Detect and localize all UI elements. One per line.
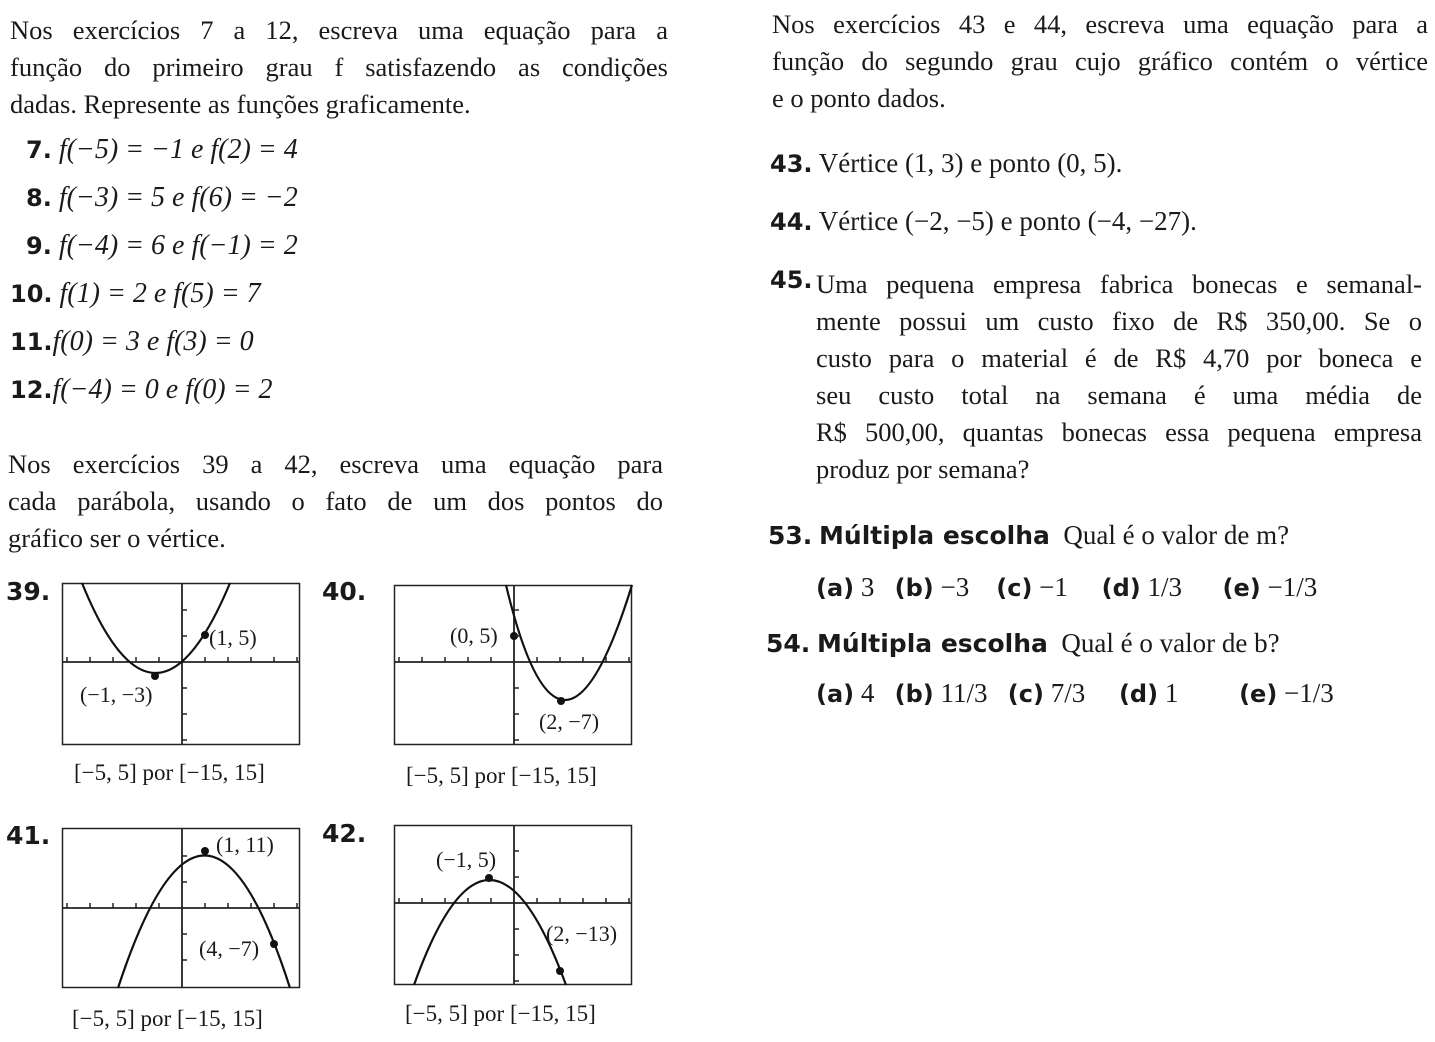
exercise-45-number: 45. [770,266,813,294]
intro-linear-functions [10,12,668,123]
problem-line: R$ 500,00, quantas bonecas essa pequena empresa [816,417,1422,447]
exercise-54: 54. Múltipla escolha Qual é o valor de b? [766,628,1280,658]
exercise-11: 11.f(0) = 3 e f(3) = 0 [10,326,254,357]
graph-41-caption: [−5, 5] por [−15, 15] [72,1006,263,1031]
intro-line: dadas. Represente as funções graficamente. [10,89,471,119]
exercise-9: 9. f(−4) = 6 e f(−1) = 2 [26,230,298,261]
point-label: (0, 5) [450,623,498,648]
intro-line: gráfico ser o vértice. [8,523,226,553]
exercise-43: 43. Vértice (1, 3) e ponto (0, 5). [770,148,1123,178]
graph-40-number: 40. [322,577,367,606]
intro-line: função do segundo grau cujo gráfico contém o vértice [772,46,1428,76]
intro-line: Nos exercícios 43 e 44, escreva uma equação para a [772,9,1428,39]
intro-line: Nos exercícios 7 a 12, escreva uma equação para a [10,15,668,45]
intro-quadratic [772,6,1428,117]
intro-line: função do primeiro grau f satisfazendo as condições [10,52,668,82]
graph-42-number: 42. [322,819,367,848]
point-label: (−1, 5) [436,847,497,872]
point-label: (1, 11) [216,832,274,857]
exercise-8: 8. f(−3) = 5 e f(6) = −2 [26,182,298,213]
problem-line: custo para o material é de R$ 4,70 por boneca e [816,343,1422,373]
exercise-44: 44. Vértice (−2, −5) e ponto (−4, −27). [770,206,1197,236]
graph-42 [394,825,632,985]
problem-line: mente possui um custo fixo de R$ 350,00. Se o [816,306,1422,336]
point-label: (1, 5) [209,625,257,650]
intro-line: e o ponto dados. [772,83,946,113]
exercise-12: 12.f(−4) = 0 e f(0) = 2 [10,374,273,405]
graph-41-number: 41. [6,821,51,850]
exercise-53-options: (a) 3 (b) −3 (c) −1 (d) 1/3 (e) −1/3 [816,572,1318,602]
graph-39-caption: [−5, 5] por [−15, 15] [74,760,265,785]
exercise-7: 7. f(−5) = −1 e f(2) = 4 [26,134,298,165]
intro-parabolas [8,446,663,557]
point-label: (2, −13) [546,921,618,946]
point-label: (2, −7) [539,709,600,734]
graph-40 [394,585,632,745]
exercise-10: 10. f(1) = 2 e f(5) = 7 [10,278,261,309]
problem-line: produz por semana? [816,454,1030,484]
exercise-45-text [816,266,1422,488]
graph-41 [62,828,300,988]
problem-line: seu custo total na semana é uma média de [816,380,1422,410]
graph-39-number: 39. [6,577,51,606]
problem-line: Uma pequena empresa fabrica bonecas e semanal- [816,269,1422,299]
point-label: (−1, −3) [80,682,153,707]
graph-42-caption: [−5, 5] por [−15, 15] [405,1001,596,1026]
exercise-54-options: (a) 4 (b) 11/3 (c) 7/3 (d) 1 (e) −1/3 [816,678,1334,708]
point-label: (4, −7) [199,936,260,961]
graph-39 [62,583,300,745]
intro-line: cada parábola, usando o fato de um dos pontos do [8,486,663,516]
graph-40-caption: [−5, 5] por [−15, 15] [406,763,597,788]
intro-line: Nos exercícios 39 a 42, escreva uma equação para [8,449,663,479]
exercise-53: 53. Múltipla escolha Qual é o valor de m? [768,520,1290,550]
